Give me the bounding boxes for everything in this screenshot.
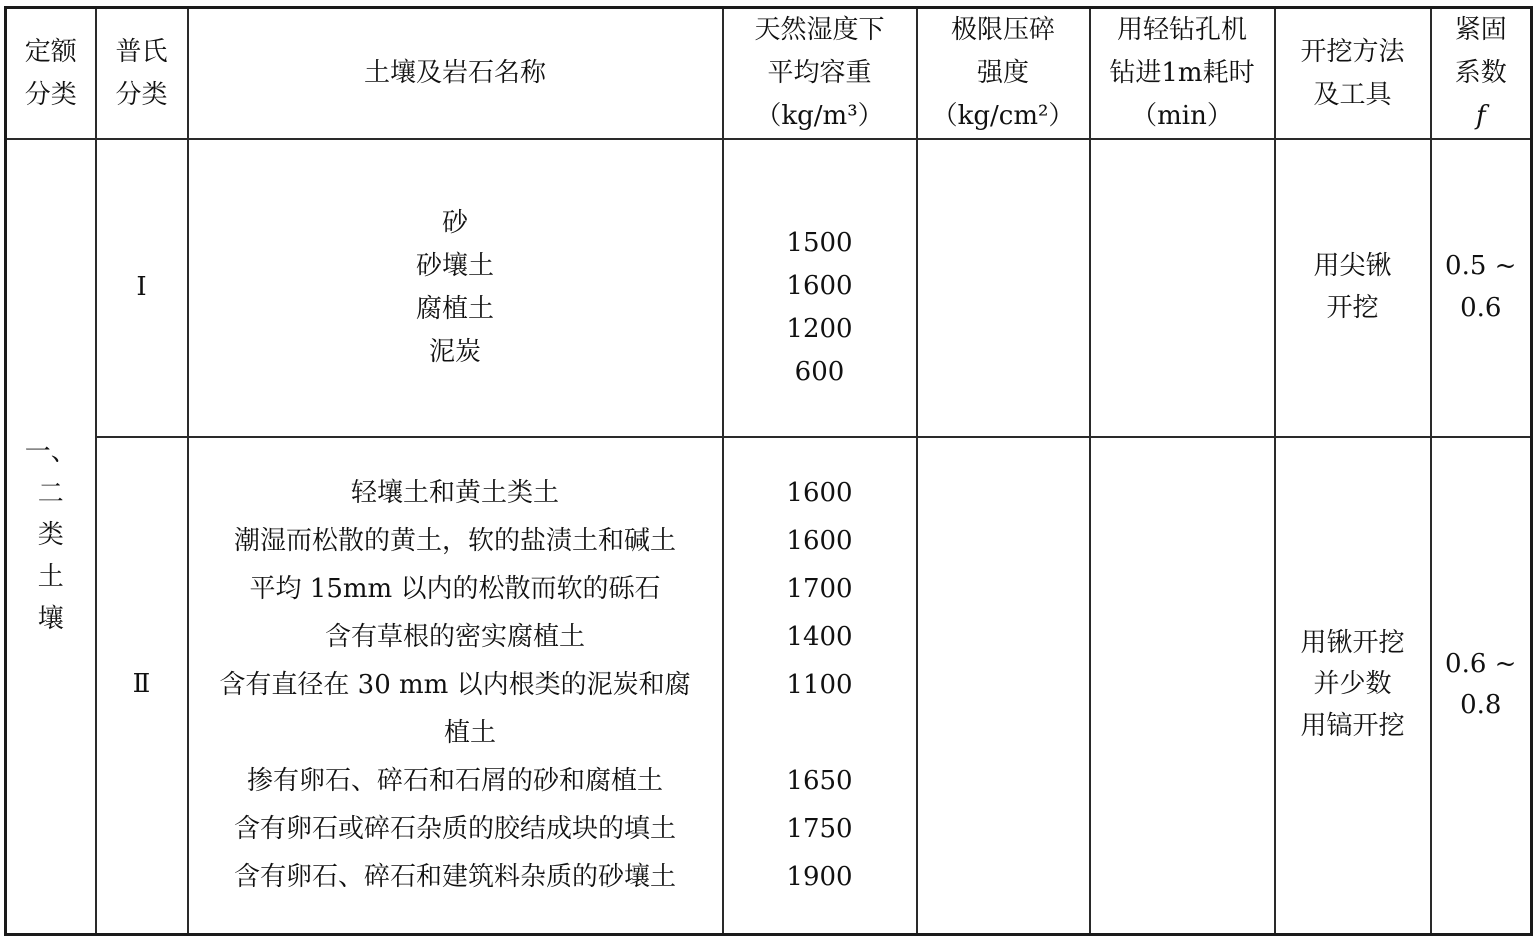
density-value: 1200 (786, 314, 853, 344)
soil-name: 含有草根的密实腐植土 (324, 622, 585, 653)
header-density: 天然湿度下 平均容重 （kg/m³） (723, 8, 917, 140)
density-value: 1750 (786, 814, 853, 845)
density-value: 1900 (786, 862, 853, 893)
soil-name: 掺有卵石、碎石和石屑的砂和腐植土 (246, 766, 663, 797)
header-coef: 紧固 系数 f (1431, 8, 1532, 140)
header-drill-time: 用轻钻孔机 钻进1m耗时 （min） (1090, 8, 1275, 140)
drill-time-cell (1090, 139, 1275, 437)
header-strength: 极限压碎 强度 （kg/cm²） (917, 8, 1090, 140)
header-row (6, 8, 1532, 140)
coef-cell: 0.5 ~ 0.6 (1431, 139, 1532, 437)
header-method: 开挖方法 及工具 (1275, 8, 1431, 140)
quota-category-cell: 一、 二 类 土 壤 (6, 139, 96, 934)
soil-name: 轻壤土和黄土类土 (350, 478, 559, 509)
header-quota-class: 定额 分类 (6, 8, 96, 140)
soil-names-cell (188, 139, 723, 437)
soil-name: 潮湿而松散的黄土，软的盐渍土和碱土 (233, 526, 676, 557)
soil-name: 平均 15mm 以内的松散而软的砾石 (249, 574, 661, 605)
soil-name: 腐植土 (415, 294, 494, 324)
table-row (6, 139, 1532, 437)
density-value (724, 709, 916, 757)
density-value: 1400 (786, 622, 853, 653)
density-cell (723, 139, 917, 437)
strength-cell (917, 437, 1090, 934)
density-value: 1700 (786, 574, 853, 605)
soil-name: 含有直径在 30 mm 以内根类的泥炭和腐 (219, 670, 691, 701)
soil-name: 泥炭 (428, 337, 481, 367)
soil-name: 含有卵石、碎石和建筑料杂质的砂壤土 (233, 862, 676, 893)
density-value: 1100 (786, 670, 853, 701)
soil-names-cell (188, 437, 723, 934)
common-class-cell: Ⅱ (96, 437, 188, 934)
density-value: 1650 (786, 766, 853, 797)
common-class-cell: Ⅰ (96, 139, 188, 437)
density-value: 1500 (786, 228, 853, 258)
density-value: 1600 (786, 478, 853, 509)
density-value: 1600 (786, 526, 853, 557)
strength-cell (917, 139, 1090, 437)
density-value: 600 (794, 357, 845, 387)
coef-cell: 0.6 ~ 0.8 (1431, 437, 1532, 934)
header-common-class: 普氏 分类 (96, 8, 188, 140)
drill-time-cell (1090, 437, 1275, 934)
soil-name: 砂壤土 (415, 251, 494, 281)
soil-classification-table (4, 6, 1533, 936)
method-cell: 用尖锹 开挖 (1275, 139, 1431, 437)
header-name: 土壤及岩石名称 (188, 8, 723, 140)
method-cell: 用锹开挖 并少数 用镐开挖 (1275, 437, 1431, 934)
density-value: 1600 (786, 271, 853, 301)
soil-name: 含有卵石或碎石杂质的胶结成块的填土 (233, 814, 676, 845)
density-cell (723, 437, 917, 934)
soil-name: 砂 (441, 208, 468, 238)
soil-name: 植土 (443, 718, 496, 749)
table-row (6, 437, 1532, 934)
